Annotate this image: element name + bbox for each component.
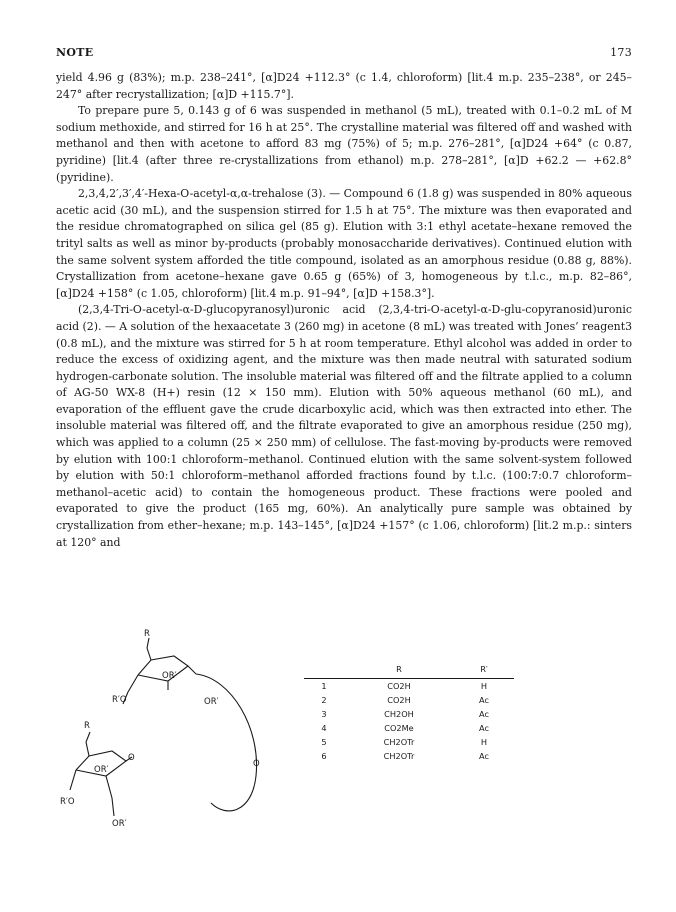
compound-number: 1 xyxy=(321,681,327,691)
r-prime-value: Ac xyxy=(479,695,489,705)
table-row xyxy=(304,679,514,693)
label-o-bridge: O xyxy=(253,759,260,769)
structure-figure xyxy=(56,608,632,858)
table-row xyxy=(304,721,514,735)
page-header xyxy=(56,46,632,62)
r-prime-value: Ac xyxy=(479,723,489,733)
r-value: CH2OTr xyxy=(383,751,415,761)
table-row xyxy=(304,693,514,707)
header-r-prime: R′ xyxy=(480,664,488,674)
label-or-prime-lower: OR′ xyxy=(94,765,109,775)
paragraph-yield: yield 4.96 g (83%); m.p. 238–241°, [α]D24 +112.3° (c 1.4, chloroform) [lit.4 m.p. 235–238°, or 245–247° after recrystallization; [α]D +115.7°]. xyxy=(56,71,632,101)
compound-number: 6 xyxy=(321,751,327,761)
paragraph-compound-3: 2,3,4,2′,3′,4′-Hexa-O-acetyl-α,α-trehalose (3). — Compound 6 (1.8 g) was suspended in 80% aqueous acetic acid (30 mL), and the suspension stirred for 1.5 h at 75°. The mixture was then evaporated and the residue chromatographed on silica gel (85 g). Elution with 3:1 ethyl acetate–hexane removed the trityl salts as well as minor by-products (probably monosaccharide derivatives). Continued elution with the same solvent system afforded the title compound, isolated as an amorphous residue (0.88 g, 88%). Crystallization from acetone–hexane gave 0.65 g (65%) of 3, homogeneous by t.l.c., m.p. 82–86°, [α]D24 +158° (c 1.05, chloroform) [lit.4 m.p. 91–94°, [α]D +158.3°]. xyxy=(56,187,632,300)
r-value: CO2H xyxy=(387,681,411,691)
label-ro-prime-lower: R′O xyxy=(60,797,75,807)
table-row xyxy=(304,735,514,749)
compound-number: 2 xyxy=(321,695,327,705)
running-title: NOTE xyxy=(56,46,94,59)
label-or-prime-upper: OR′ xyxy=(162,671,177,681)
paragraph-compound-5: To prepare pure 5, 0.143 g of 6 was suspended in methanol (5 mL), treated with 0.1–0.2 mL of M sodium methoxide, and stirred for 16 h at 25°. The crystalline material was filtered off and washed with methanol and then with acetone to afford 83 mg (75%) of 5; m.p. 276–281°, [α]D24 +64° (c 0.87, pyridine) [lit.4 (after three re-crystallizations from ethanol) m.p. 278–281°, [α]D +62.2 — +62.8° (pyridine). xyxy=(56,104,632,184)
compound-table-header xyxy=(304,660,514,679)
r-value: CO2Me xyxy=(384,723,414,733)
body-text xyxy=(56,70,632,551)
table-row xyxy=(304,707,514,721)
table-row xyxy=(304,749,514,763)
r-value: CH2OTr xyxy=(383,737,415,747)
compound-table xyxy=(304,660,514,763)
label-r-left: R xyxy=(84,721,90,731)
paragraph-compound-2: (2,3,4-Tri-O-acetyl-α-D-glucopyranosyl)uronic acid (2,3,4-tri-O-acetyl-α-D-glu-copyranosid)uronic acid (2). — A solution of the hexaacetate 3 (260 mg) in acetone (8 mL) was treated with Jones’ reagent3 (0.8 mL), and the mixture was stirred for 5 h at room temperature. Ethyl alcohol was added in order to reduce the excess of oxidizing agent, and the mixture was then made neutral with saturated sodium hydrogen-carbonate solution. The insoluble material was filtered off and the filtrate applied to a column of AG-50 WX-8 (H+) resin (12 × 150 mm). Elution with 50% aqueous methanol (60 mL), and evaporation of the effluent gave the crude dicarboxylic acid, which was then extracted into ether. The insoluble material was filtered off, and the filtrate evaporated to give an amorphous residue (250 mg), which was applied to a column (25 × 250 mm) of cellulose. The fast-moving by-products were removed by elution with 100:1 chloroform–methanol. Continued elution with the same solvent-system followed by elution with 50:1 chloroform–methanol afforded fractions found by t.l.c. (100:7:0.7 chloroform–methanol–acetic acid) to contain the homogeneous product. These fractions were pooled and evaporated to give the product (165 mg, 60%). An analytically pure sample was obtained by crystallization from ether–hexane; m.p. 143–145°, [α]D24 +157° (c 1.06, chloroform) [lit.2 m.p.: sinters at 120° and xyxy=(56,303,632,549)
label-or-prime-mid: OR′ xyxy=(204,697,219,707)
r-prime-value: Ac xyxy=(479,751,489,761)
label-o-ring-lower: O xyxy=(128,753,135,763)
r-value: CO2H xyxy=(387,695,411,705)
header-r: R xyxy=(396,664,402,674)
compound-number: 4 xyxy=(321,723,327,733)
label-ro-prime-upper: R′O xyxy=(112,695,127,705)
page-number: 173 xyxy=(610,46,632,59)
compound-number: 5 xyxy=(321,737,327,747)
label-r-top: R xyxy=(144,629,150,639)
r-value: CH2OH xyxy=(384,709,414,719)
r-prime-value: H xyxy=(480,681,488,691)
r-prime-value: H xyxy=(480,737,488,747)
label-or-prime-bottom: OR′ xyxy=(112,819,127,829)
compound-number: 3 xyxy=(321,709,327,719)
r-prime-value: Ac xyxy=(479,709,489,719)
